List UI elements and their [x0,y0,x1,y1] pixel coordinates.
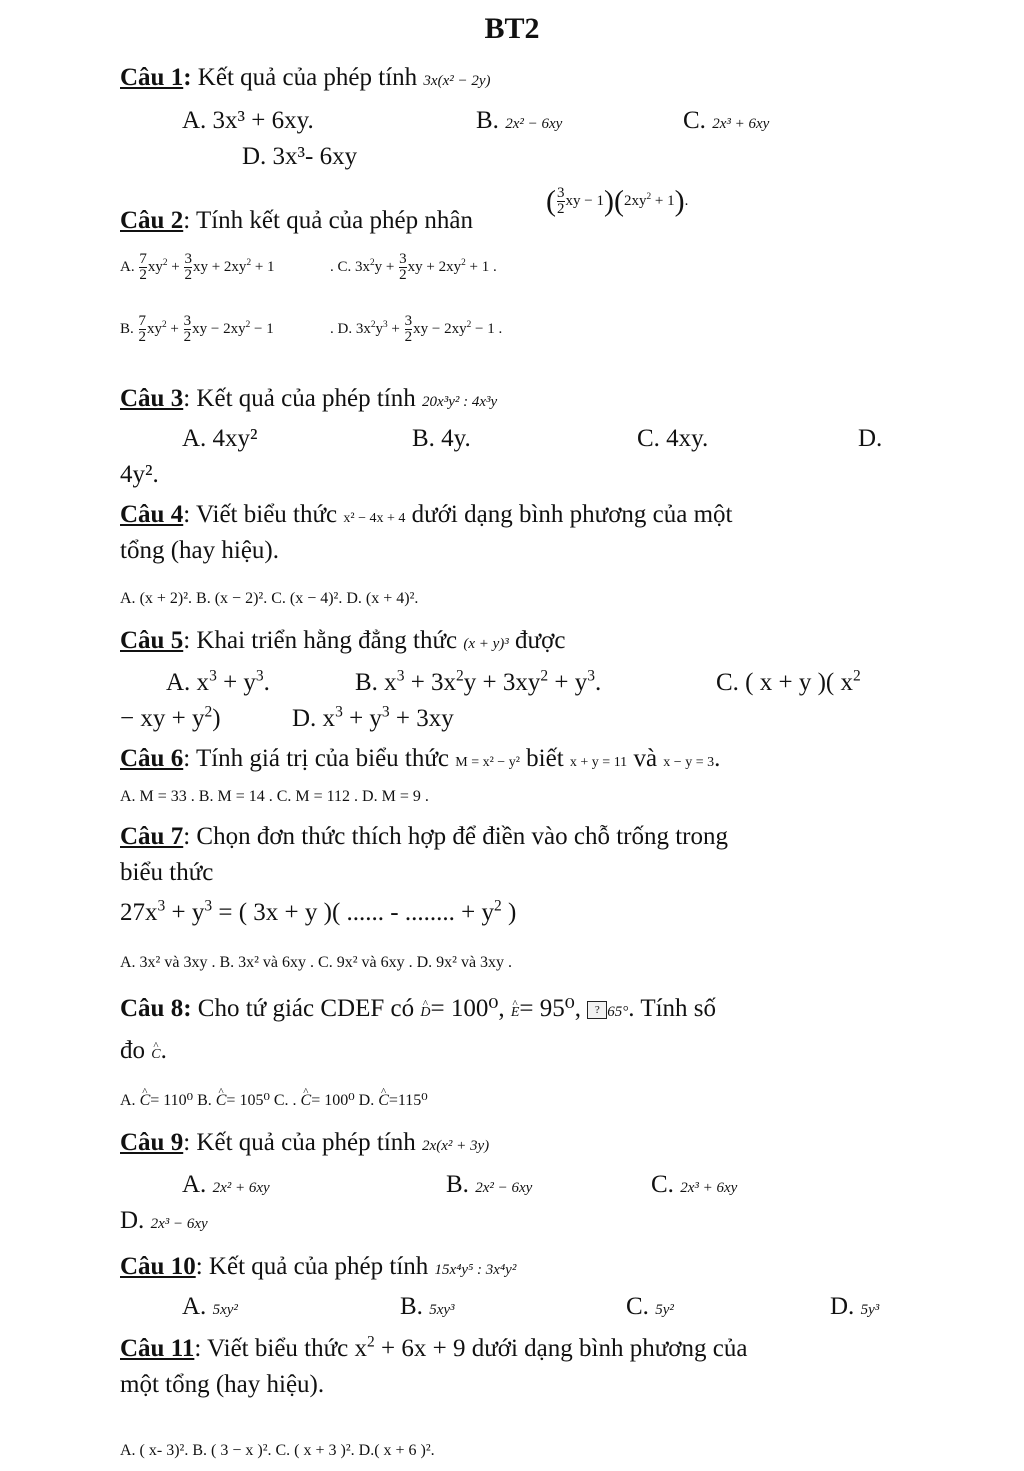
question-11-text: : Viết biểu thức $x^2 + 6x + 9$ dưới dạng bình phương của [194,1333,748,1362]
question-5-expression: (x + y)³ [463,636,509,652]
question-3 [120,384,497,417]
question-7-text-2: biểu thức [120,859,214,886]
question-1-text: Kết quả của phép tính [191,64,418,91]
question-9-expression: 2x(x² + 3y) [422,1138,490,1154]
question-9-label: Câu 9 [120,1129,184,1156]
question-6: Câu 6: Tính giá trị của biểu thức M = x² − y² biết x + y = 11 và x − y = 3. [120,745,721,772]
q8-options[interactable]: A. ^ C= 110⁰ B. ^ C= 105⁰ C. . ^ C= 100⁰ D. ^ C=115⁰ [120,1086,428,1116]
question-11-label: Câu 11 [120,1335,195,1362]
question-4-expression: x² − 4x + 4 [343,511,406,526]
question-9: Câu 9: Kết quả của phép tính 2x(x² + 3y) [120,1129,490,1156]
page-title: BT2 [484,12,540,45]
question-7: Câu 7: Chọn đơn thức thích hợp để điền vào chỗ trống trong [120,823,728,850]
question-7-formula: $27x^3 + y^3$ = ( 3x + y )( ...... - ........ + $y^2$ ) [120,897,517,926]
question-3-expression: 20x³y² : 4x³y [422,394,498,410]
question-8-text-2: đo ^ C. [120,1036,167,1070]
question-2 [120,206,473,236]
q2-option-d[interactable]: . D. $3x^2y^3$ + $\frac{3}{2}$ xy − $2xy^2 - 1$ . [330,313,503,346]
question-1-expression: 3x(x² − 2y) [423,73,491,89]
broken-image-icon: ? [587,1001,607,1019]
q1-option-b[interactable]: B. 2x² − 6xy [476,107,563,134]
q10-option-a[interactable]: A. 5xy² [182,1293,238,1320]
q6-options[interactable]: A. M = 33 . B. M = 14 . C. M = 112 . D. M = 9 . [120,788,429,805]
q3-option-b[interactable]: B. 4y. [412,425,471,452]
question-3-label: Câu 3 [120,385,184,412]
q1-option-a[interactable]: A. 3x³ + 6xy. [182,107,314,134]
question-11-text-2: một tổng (hay hiệu). [120,1371,325,1398]
question-2-text: : Tính kết quả của phép nhân [183,207,473,234]
q3-option-c[interactable]: C. 4xy. [637,425,709,452]
q5-option-c-cont: − xy + $y^2$) [120,703,221,732]
question-10-expression: 15x⁴y⁵ : 3x⁴y² [434,1262,517,1278]
question-1: Câu 1: Kết quả của phép tính 3x(x² − 2y) [120,64,491,91]
q3-option-a[interactable]: A. 4xy² [182,425,258,452]
question-5-label: Câu 5 [120,627,184,654]
q10-option-c[interactable]: C. 5y² [626,1293,674,1320]
q1-option-d[interactable]: D. 3x³- 6xy [242,143,358,170]
question-10: Câu 10: Kết quả của phép tính 15x⁴y⁵ : 3x⁴y² [120,1253,517,1280]
q10-option-d[interactable]: D. 5y³ [830,1293,880,1320]
q9-option-a[interactable]: A. 2x² + 6xy [182,1171,270,1198]
q2-option-b[interactable]: B. $\frac{7}{2}$ $xy^2$ + $\frac{3}{2}$ xy − $2xy^2 - 1$ [120,313,274,346]
q1-option-c[interactable]: C. 2x³ + 6xy [683,107,770,134]
question-4-text-2: tổng (hay hiệu). [120,537,279,564]
q5-option-b[interactable]: B. $x^3 + 3x^2y + 3xy^2 + y^3$. [355,667,602,696]
q9-option-b[interactable]: B. 2x² − 6xy [446,1171,533,1198]
question-1-label: Câu 1 [120,64,184,91]
question-8-label: Câu 8: [120,995,192,1022]
question-4-label: Câu 4 [120,501,184,528]
q2-option-a[interactable]: A. $\frac{7}{2}$ $xy^2$ + $\frac{3}{2}$ xy + $2xy^2 + 1$ [120,251,275,284]
q10-option-b[interactable]: B. 5xy³ [400,1293,455,1320]
question-4: Câu 4: Viết biểu thức x² − 4x + 4 dưới dạng bình phương của một [120,501,733,528]
q9-option-d[interactable]: D. 2x³ − 6xy [120,1207,208,1234]
question-7-label: Câu 7 [120,823,184,850]
q3-option-d-value: 4y². [120,461,159,488]
q5-option-d[interactable]: D. $x^3 + y^3 + 3xy$ [292,703,454,732]
question-6-label: Câu 6 [120,745,184,772]
q11-options[interactable]: A. ( x- 3)². B. ( 3 − x )². C. ( x + 3 )². D.( x + 6 )². [120,1442,435,1459]
q4-options[interactable]: A. (x + 2)². B. (x − 2)². C. (x − 4)². D. (x + 4)². [120,590,419,607]
q3-option-d[interactable]: D. [858,425,883,452]
question-8: Câu 8: Cho tứ giác CDEF có ^ D= 100⁰, ^ E= 95⁰, ? 65°. Tính số [120,994,716,1028]
question-5: Câu 5: Khai triển hằng đẳng thức (x + y)³ được [120,627,566,654]
question-2-expression: ( $\frac{3}{2}$ xy − $1)(2xy^2 + 1)$. [546,184,689,218]
q9-option-c[interactable]: C. 2x³ + 6xy [651,1171,738,1198]
question-2-label: Câu 2 [120,207,184,234]
question-10-label: Câu 10 [120,1253,196,1280]
q5-option-c[interactable]: C. ( x + y )( $x^2$ [716,667,861,696]
q7-options[interactable]: A. 3x² và 3xy . B. 3x² và 6xy . C. 9x² và 6xy . D. 9x² và 3xy . [120,954,513,971]
q2-option-c[interactable]: . C. $3x^2y$ + $\frac{3}{2}$ xy + $2xy^2 + 1$ . [330,251,497,284]
question-3-text: : Kết quả của phép tính [183,385,416,412]
q5-option-a[interactable]: A. $x^3 + y^3$. [166,667,270,696]
question-11 [120,1334,747,1364]
